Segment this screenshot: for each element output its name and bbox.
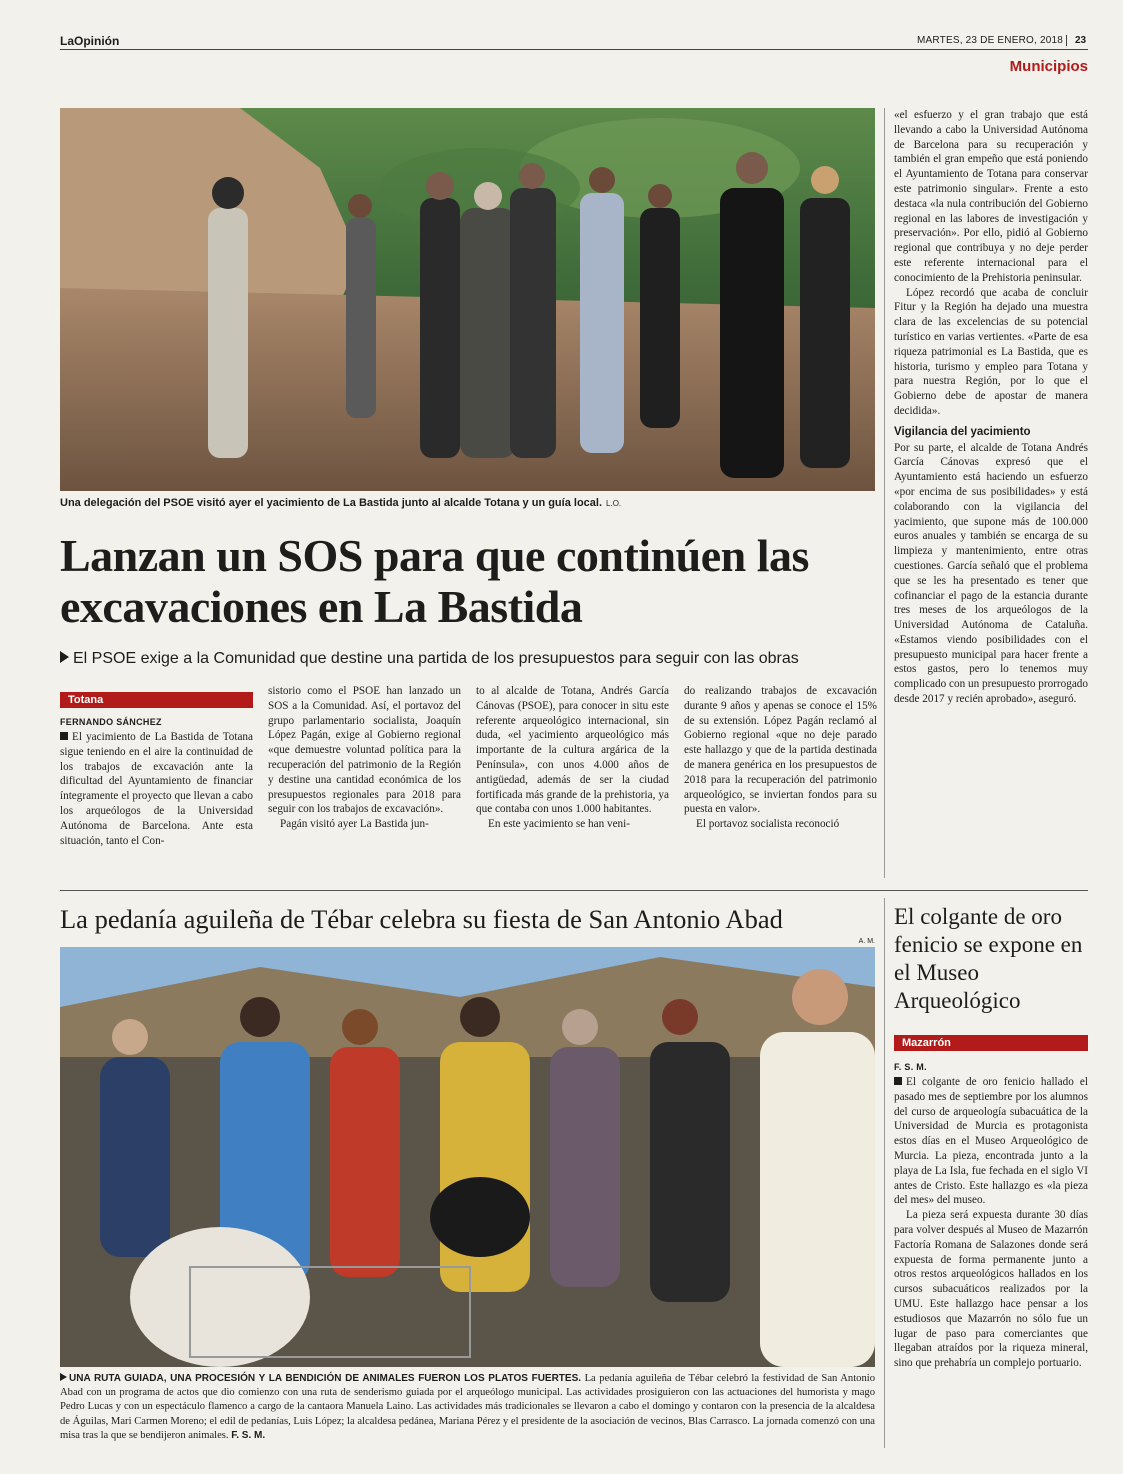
landscape-photo-illustration (60, 108, 875, 491)
header-rule (60, 49, 1088, 50)
top-story-photo (60, 108, 875, 491)
col1-text: El yacimiento de La Bastida de Totana sigue teniendo en el aire la continuidad de los trabajos de excavación ante la dificultad del Ayuntamiento de financiar íntegramente el proyecto que llevan a cabo los arqueólogos de la Universidad Autónoma de Barcelona. Ante esta situación, tanto el Con- (60, 731, 253, 847)
byline: F. S. M. (894, 1062, 927, 1072)
location-band-totana: Totana (60, 692, 253, 708)
paragraph: El portavoz socialista reconoció (696, 818, 840, 831)
crowd-photo-illustration (60, 947, 875, 1367)
paragraph: «el esfuerzo y el gran trabajo que está llevando a cabo la Universidad Autónoma de Barcelona para su recuperación y también el gran empeño que está poniendo el Ayuntamiento de Totana para conservar este patrimonio singular». Frente a esto destaca «la nula contribución del Gobierno regional en las labores de investigación y preservación». Por ello, pidió al Gobierno regional que contribuya y no deje perder este referente internacional para el conocimiento de la Prehistoria peninsular. (894, 109, 1088, 284)
column-divider (884, 108, 885, 878)
paragraph: to al alcalde de Totana, Andrés García Cánovas (PSOE), para conocer in situ este referente arqueológico internacional, sin duda, «el yacimiento arqueológico más importante de la cultura argárica de la Península», con unos 4.000 años de antigüedad, además de ser la ciudad fortificada más grande de la prehistoria, ya que contaba con unos 1.000 habitantes. (476, 685, 669, 816)
caption-credit: F. S. M. (231, 1429, 266, 1441)
section-subtitle: Vigilancia del yacimiento (894, 425, 1031, 438)
paragraph (60, 730, 253, 848)
paragraph: López recordó que acaba de concluir Fitur y la Región ha dejado una muestra clara de las excelencias de su potencial turístico en varias vertientes. «Parte de esa riqueza patrimonial es La Bastida, que es historia, turismo y empleo para Totana y para nuestra Región, por lo que el Gobierno debe de apostar de manera decidida». (894, 286, 1088, 417)
section-label: Municipios (1009, 58, 1088, 75)
second-story-photo (60, 947, 875, 1367)
paragraph: Por su parte, el alcalde de Totana Andrés García Cánovas expresó que el Ayuntamiento está haciendo un esfuerzo «por encima de sus posibilidades» y está colaborando con la vigilancia del yacimiento, que supone más de 100.000 euros anuales y también se encarga de su limpieza y mantenimiento, entre otras cuestiones. García señaló que el problema que se les ha presentado es tener que cofinanciar el pago de la estancia durante tres meses de los arqueólogos de la Universidad Autónoma de Cataluña. «Estamos viendo posibilidades con el presupuesto municipal para hacer frente a estos gastos, pero lo tenemos muy complicado con un presupuesto prorrogado desde 2017 y recién aprobado», aseguró. (894, 441, 1088, 706)
top-photo-caption (60, 497, 875, 509)
side-story-body (894, 1075, 1088, 1371)
issue-date: MARTES, 23 DE ENERO, 2018 (917, 35, 1063, 46)
photo-credit: A. M. (858, 938, 875, 945)
paragraph: Pagán visitó ayer La Bastida jun- (280, 818, 429, 831)
paragraph (894, 1075, 1088, 1208)
lead-square-icon (894, 1077, 902, 1085)
location-band-mazarron: Mazarrón (894, 1035, 1088, 1051)
paragraph: sistorio como el PSOE han lanzado un SOS a la Comunidad. Así, el portavoz del grupo parlamentario socialista, Joaquín López Pagán, exige al Gobierno regional «que demuestre voluntad política para la recuperación del patrimonio de la Región y destine una cantidad económica de los presupuestos regionales para 2018 para seguir con los trabajos de excavación». (268, 685, 461, 816)
main-headline: Lanzan un SOS para que continúen las excavaciones en La Bastida (60, 530, 809, 632)
page-number: 23 (1066, 35, 1094, 46)
caption-body: La pedanía aguileña de Tébar celebró la festividad de San Antonio Abad con un programa de actos que dio comienzo con una ruta de senderismo guiada por el arqueólogo municipal. Las actividades prosiguieron con las actuaciones del humorista y mago Pedro Lucas y con un espectáculo flamenco a cargo de la cantaora Manuela Laino. Las actividades más tradicionales se llevaron a cabo el domingo y contaron con la presencia de la alcaldesa de Águilas, Mari Carmen Moreno; el edil de pedanías, Luis López; la alcaldesa pedánea, Mariana Pérez y el presidente de la asociación de vecinos, Blas Carrasco. La jornada comenzó con una misa tras la que se bendijeron animales. (60, 1373, 875, 1441)
article-column-5 (894, 108, 1088, 707)
caption-lead: UNA RUTA GUIADA, UNA PROCESIÓN Y LA BENDICIÓN DE ANIMALES FUERON LOS PLATOS FUERTES. (69, 1373, 582, 1384)
paragraph: La pieza será expuesta durante 30 días para volver después al Museo de Mazarrón Factoría Romana de Salazones donde será expuesta de forma permanente junto a otros restos arqueológicos hallados en los cursos subacuáticos realizados por la UMU. Este hallazgo hace pensar a los estudiosos que Mazarrón no sólo fue un lugar de paso para comerciantes que llegaban atraídos por la riqueza mineral, sino que prehabría un complejo portuario. (894, 1209, 1088, 1370)
article-column-1 (60, 730, 253, 848)
byline: FERNANDO SÁNCHEZ (60, 717, 162, 727)
article-column-2 (268, 684, 461, 832)
side-story-headline: El colgante de oro fenicio se expone en el Museo Arqueológico (894, 904, 1083, 1013)
newspaper-brand: LaOpinión (60, 34, 120, 48)
caption-text: Una delegación del PSOE visitó ayer el yacimiento de La Bastida junto al alcalde Totana y un guía local. (60, 497, 603, 509)
paragraph: do realizando trabajos de excavación durante 9 años y apenas se conoce el 15% de su extensión. López Pagán reclamó al Gobierno regional «que no deje parado este hallazgo y que de la partida destinada de manera genérica en los presupuestos de 2018 para la recuperación del patrimonio arqueológico, se inviertan fondos para su puesta en valor». (684, 685, 877, 816)
column-divider (884, 898, 885, 1448)
paragraph: En este yacimiento se han veni- (488, 818, 630, 831)
arrow-icon (60, 1373, 67, 1381)
arrow-icon (60, 651, 69, 663)
lead-square-icon (60, 732, 68, 740)
subhead-text: El PSOE exige a la Comunidad que destine una partida de los presupuestos para seguir con las obras (73, 650, 799, 667)
second-story-caption (60, 1372, 875, 1443)
caption-credit: L.O. (606, 499, 622, 508)
side-p1-text: El colgante de oro fenicio hallado el pasado mes de septiembre por los alumnos del curso de arqueología subacuática de la Universidad de Murcia es protagonista estos días en el Museo Arqueológico de Murcia. La pieza, encontrada junto a la playa de La Isla, fue fechada en el siglo VI antes de Cristo. Este hallazgo es «la pieza del mes» del museo. (894, 1076, 1088, 1207)
main-subhead (60, 650, 875, 668)
story-divider (60, 890, 1088, 891)
article-column-3 (476, 684, 669, 832)
article-column-4 (684, 684, 877, 832)
second-story-headline: La pedanía aguileña de Tébar celebra su fiesta de San Antonio Abad (60, 904, 783, 934)
